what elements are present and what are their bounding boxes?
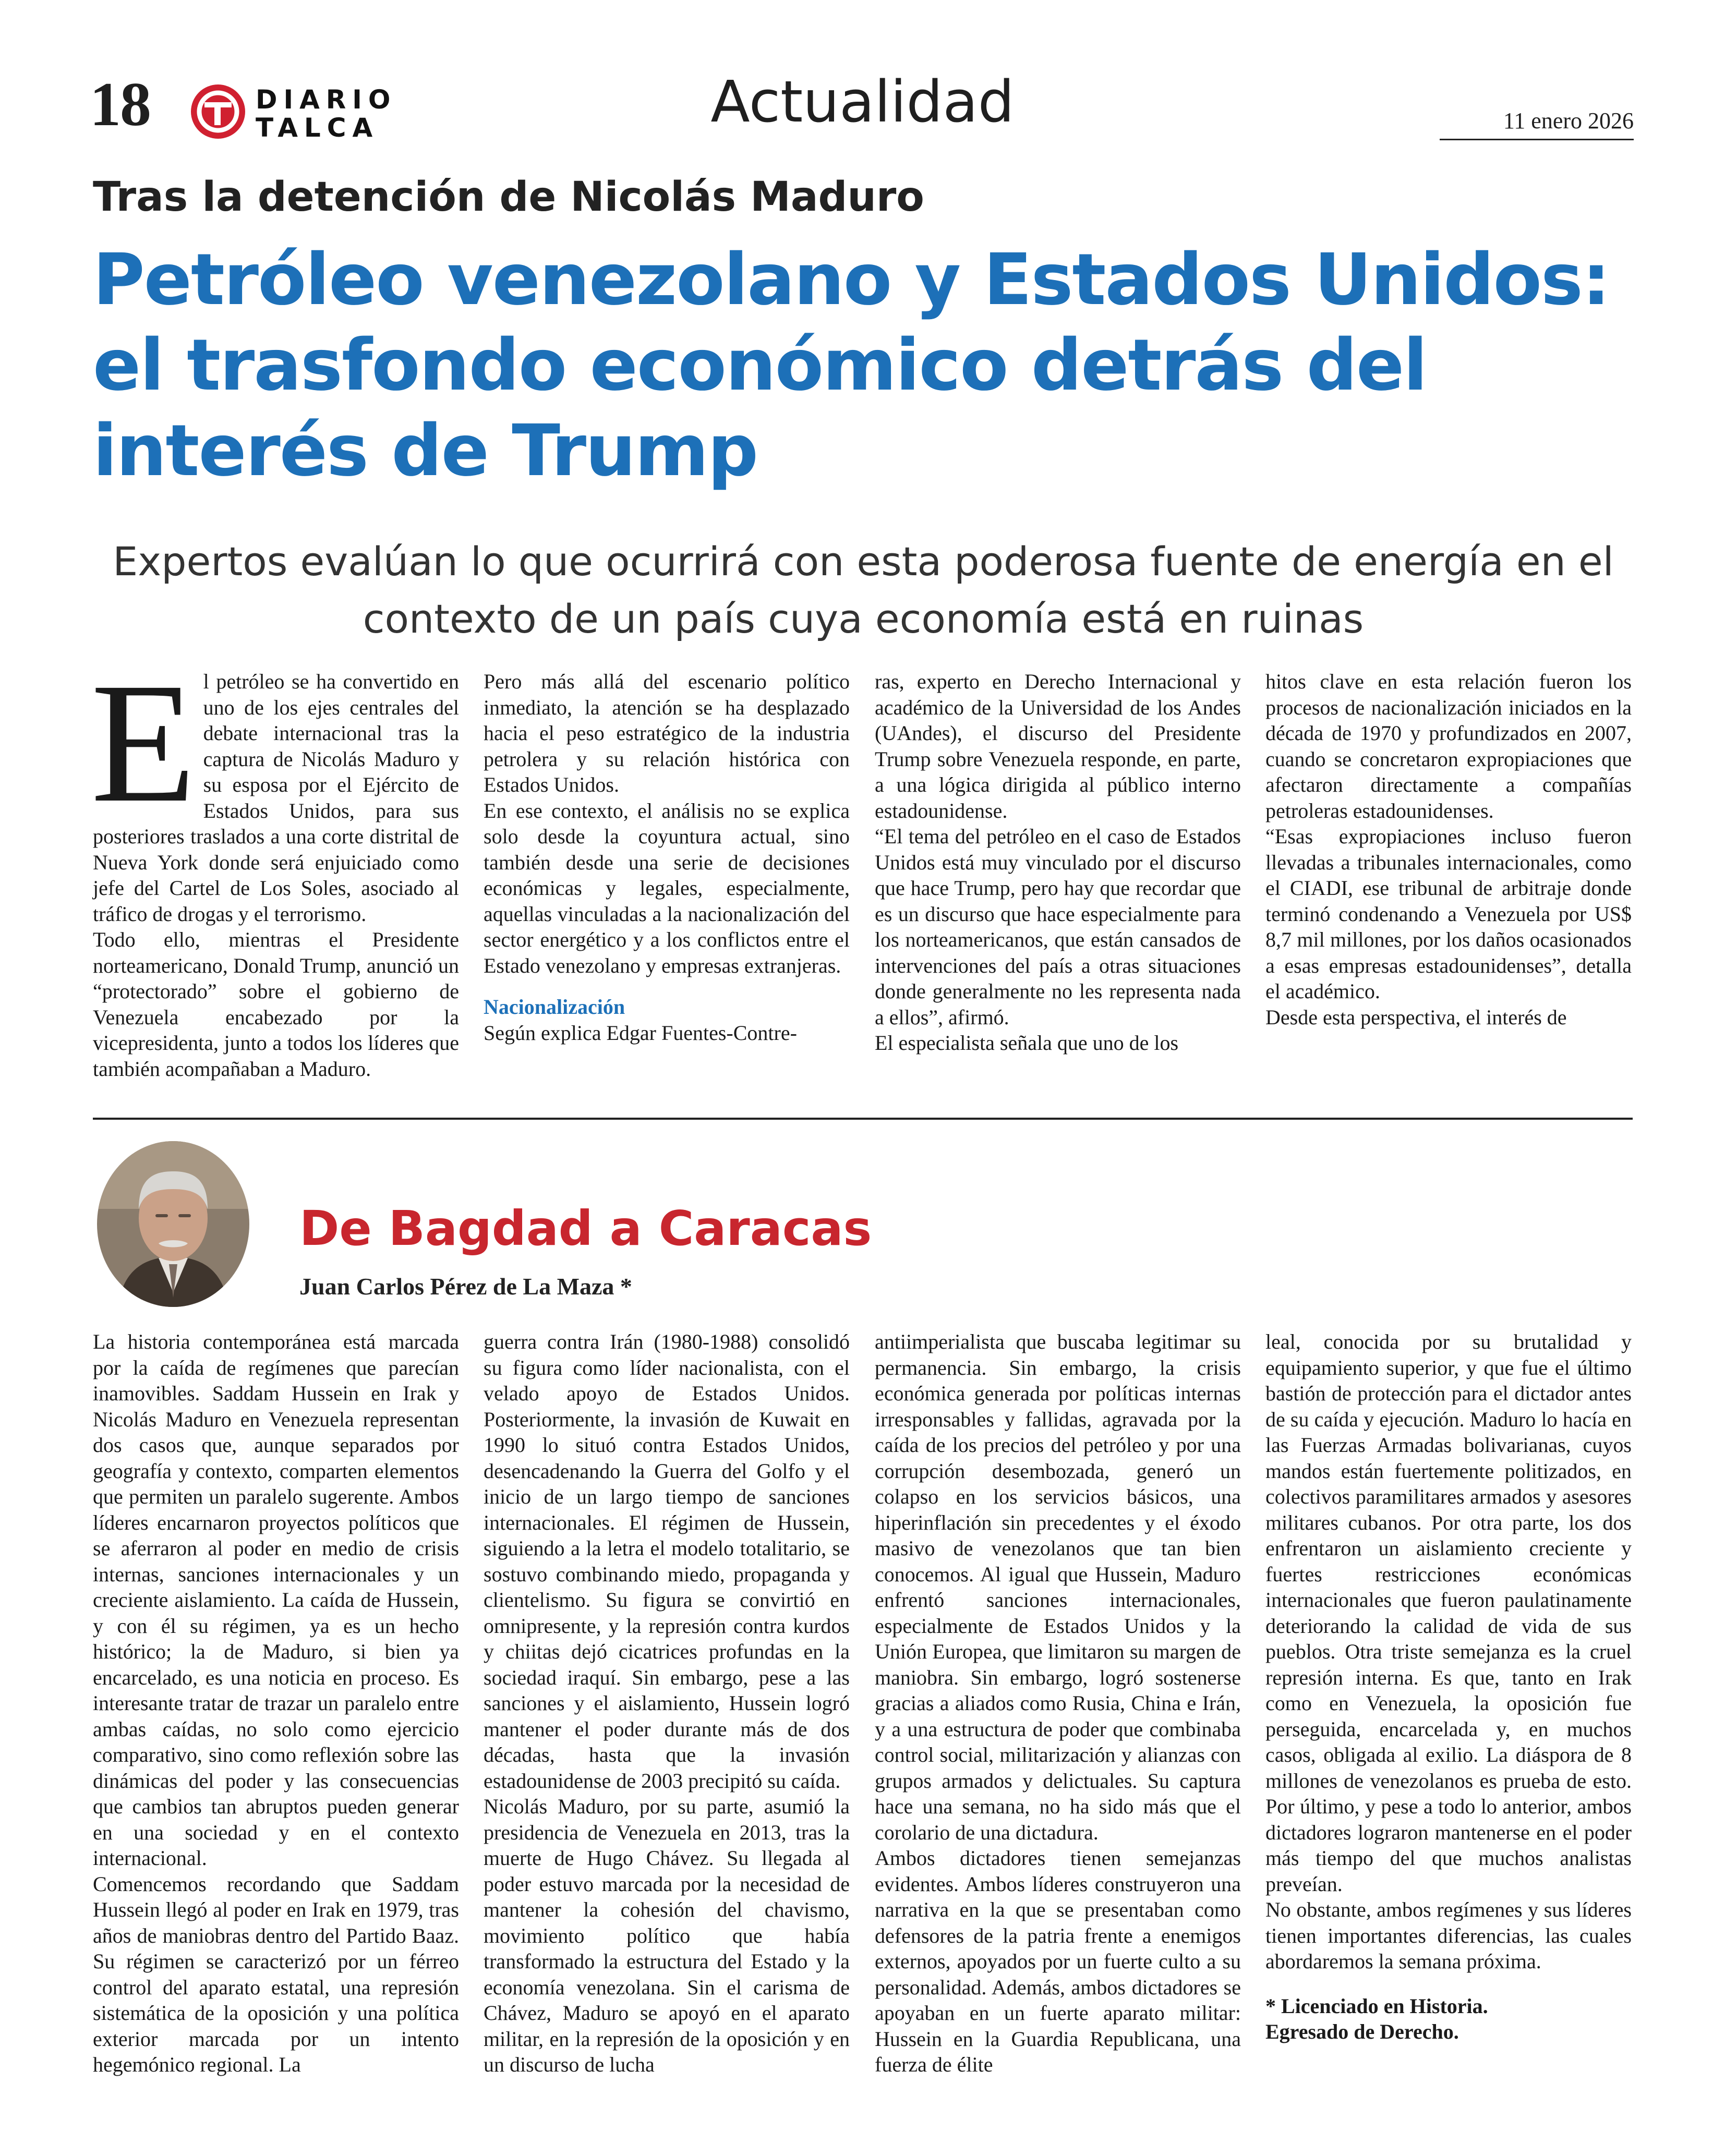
author-note-line1: * Licenciado en Historia. — [1265, 1994, 1488, 2018]
opinion-paragraph: No obstante, ambos regímenes y sus líderes tienen importantes diferencias, las cuales abordaremos la semana próxima. — [1265, 1898, 1632, 1973]
drop-cap: E — [91, 648, 196, 838]
article-paragraph: Según explica Edgar Fuentes-Contre- — [484, 1021, 797, 1045]
opinion-column-4 — [1265, 1329, 1632, 2045]
article-paragraph: Pero más allá del escenario político inmediato, la atención se ha desplazado hacia el peso estratégico de la industria petrolera y su relación histórica con Estados Unidos. — [484, 670, 850, 796]
issue-date: 11 enero 2026 — [1503, 108, 1634, 134]
article-paragraph: hitos clave en esta relación fueron los procesos de nacionalización iniciados en la década de 1970 y profundizados en 2007, cuando se concretaron expropiaciones que afectaron directamente a compañías petroleras estadounidenses. — [1265, 670, 1632, 822]
opinion-byline: Juan Carlos Pérez de La Maza * — [299, 1273, 632, 1300]
date-underline — [1440, 139, 1634, 140]
article-paragraph: “Esas expropiaciones incluso fueron llevadas a tribunales internacionales, como el CIADI, ese tribunal de arbitraje donde terminó condenando a Venezuela por US$ 8,7 mil millones, por los daños ocasionados a esas empresas estadounidenses”, detalla el académico. — [1265, 825, 1632, 1003]
opinion-paragraph: Nicolás Maduro, por su parte, asumió la presidencia de Venezuela en 2013, tras la muerte de Hugo Chávez. Su llegada al poder estuvo marcada por la necesidad de mantener la cohesión del chavismo, movimiento político que había transformado la estructura del Estado y la economía venezolana. Sin el carisma de Chávez, Maduro se apoyó en el aparato militar, en la represión de la oposición y en un discurso de lucha — [484, 1795, 850, 2076]
article-paragraph: El especialista señala que uno de los — [875, 1031, 1179, 1055]
opinion-column-2 — [484, 1329, 850, 2078]
author-portrait-icon — [97, 1141, 249, 1307]
opinion-paragraph: guerra contra Irán (1980-1988) consolidó su figura como líder nacionalista, con el velado apoyo de Estados Unidos. Posteriormente, la invasión de Kuwait en 1990 lo situó contra Estados Unidos, desencadenando la Guerra del Golfo y el inicio de un largo tiempo de sanciones internacionales. El régimen de Hussein, siguiendo a la letra el modelo totalitario, se sostuvo combinando miedo, propaganda y clientelismo. Su figura se convirtió en omnipresente, y la represión contra kurdos y chiitas dejó cicatrices profundas en la sociedad iraquí. Sin embargo, pese a las sanciones y el aislamiento, Hussein logró mantener el poder durante más de dos décadas, hasta que la invasión estadounidense de 2003 precipitó su caída. — [484, 1330, 850, 1792]
author-note-line2: Egresado de Derecho. — [1265, 2020, 1459, 2043]
opinion-column-3 — [875, 1329, 1241, 2078]
article-paragraph-text: l petróleo se ha convertido en uno de los ejes centrales del debate internacional tras la captura de Nicolás Maduro y su esposa por el Ejército de Estados Unidos, para sus posteriores traslados a una corte distrital de Nueva York donde será enjuiciado como jefe del Cartel de Los Soles, asociado al tráfico de drogas y el terrorismo. — [93, 670, 459, 926]
article-paragraph — [91, 648, 459, 927]
article-headline: Petróleo venezolano y Estados Unidos: el trasfondo económico detrás del interés de Trump — [93, 239, 1610, 492]
brand-name-line2: TALCA — [256, 113, 379, 143]
article-kicker: Tras la detención de Nicolás Maduro — [93, 174, 924, 221]
brand-name-line1: DIARIO — [256, 84, 397, 115]
opinion-title: De Bagdad a Caracas — [299, 1201, 872, 1256]
article-paragraph: Todo ello, mientras el Presidente norteamericano, Donald Trump, anunció un “protectorado” sobre el gobierno de Venezuela encabezado por la vicepresidenta, junto a todos los líderes que también acompañaban a Maduro. — [93, 928, 459, 1081]
section-title: Actualidad — [710, 68, 1015, 135]
opinion-paragraph: Comencemos recordando que Saddam Hussein llegó al poder en Irak en 1979, tras años de maniobras dentro del Partido Baaz. Su régimen se caracterizó por un férreo control del aparato estatal, una represión sistemática de la oposición y una política exterior marcada por un intento hegemónico regional. La — [93, 1872, 459, 2076]
article-subhead: Expertos evalúan lo que ocurrirá con esta poderosa fuente de energía en el contexto de un país cuya economía está en ruinas — [113, 538, 1614, 642]
article-column-2 — [484, 669, 850, 1046]
article-paragraph: En ese contexto, el análisis no se explica solo desde la coyuntura actual, sino también desde una serie de decisiones económicas y legales, especialmente, aquellas vinculadas a la nacionalización del sector energético y a los conflictos entre el Estado venezolano y empresas extranjeras. — [484, 798, 850, 977]
article-column-4 — [1265, 669, 1632, 1030]
article-paragraph: “El tema del petróleo en el caso de Estados Unidos está muy vinculado por el discurso que hace Trump, pero hay que recordar que es un discurso que hace especialmente para los norteamericanos, que están cansados de intervenciones del país a otras situaciones donde generalmente no les representa nada a ellos”, afirmó. — [875, 825, 1241, 1029]
opinion-column-1 — [93, 1329, 459, 2078]
opinion-paragraph: antiimperialista que buscaba legitimar su permanencia. Sin embargo, la crisis económica generada por políticas internas irresponsables y fallidas, agravada por la caída de los precios del petróleo y por una corrupción desembozada, generó un colapso en los servicios básicos, una hiperinflación sin precedentes y el éxodo masivo de venezolanos que tan bien conocemos. Al igual que Hussein, Maduro enfrentó sanciones internacionales, especialmente de Estados Unidos y la Unión Europea, que limitaron su margen de maniobra. Sin embargo, logró sostenerse gracias a aliados como Rusia, China e Irán, y a una estructura de poder que combinaba control social, militarización y alianzas con grupos armados y delictuales. Su captura hace una semana, no ha sido más que el corolario de una dictadura. — [875, 1330, 1241, 1844]
opinion-paragraph: La historia contemporánea está marcada por la caída de regímenes que parecían inamovibles. Saddam Hussein en Irak y Nicolás Maduro en Venezuela representan dos casos que, aunque separados por geografía y contexto, comparten elementos que permiten un paralelo sugerente. Ambos líderes encarnaron proyectos políticos que se aferraron al poder en medio de crisis internas, sanciones internacionales y un creciente aislamiento. La caída de Hussein, y con él su régimen, ya es un hecho histórico; la de Maduro, si bien ya encarcelado, es una noticia en proceso. Es interesante tratar de trazar un paralelo entre ambas caídas, no solo como ejercicio comparativo, sino como reflexión sobre las dinámicas del poder y las consecuencias que cambios tan abruptos pueden generar en una sociedad y en el contexto internacional. — [93, 1330, 459, 1870]
page-number: 18 — [90, 69, 150, 139]
opinion-paragraph: Ambos dictadores tienen semejanzas evidentes. Ambos líderes construyeron una narrativa en la que se presentaban como defensores de la patria frente a enemigos externos, apoyados por un fuerte culto a su personalidad. Además, ambos dictadores se apoyaban en un fuerte aparato militar: Hussein en la Guardia Republicana, una fuerza de élite — [875, 1846, 1241, 2076]
article-subtitle: Nacionalización — [484, 995, 625, 1019]
article-paragraph: Desde esta perspectiva, el interés de — [1265, 1005, 1567, 1029]
section-divider — [93, 1118, 1633, 1120]
article-column-1 — [91, 648, 459, 1082]
author-note — [1265, 1993, 1632, 2045]
article-paragraph: ras, experto en Derecho Internacional y académico de la Universidad de los Andes (UAndes), el discurso del Presidente Trump sobre Venezuela responde, en parte, a una lógica dirigida al público interno estadounidense. — [875, 670, 1241, 822]
article-column-3 — [875, 669, 1241, 1056]
author-photo — [97, 1141, 249, 1307]
opinion-paragraph: leal, conocida por su brutalidad y equipamiento superior, y que fue el último bastión de protección para el dictador antes de su caída y ejecución. Maduro lo hacía en las Fuerzas Armadas bolivarianas, cuyos mandos están fuertemente politizados, en colectivos paramilitares armados y asesores militares cubanos. Por otra parte, los dos enfrentaron un aislamiento creciente y fuertes restricciones económicas internacionales que fueron paulatinamente deteriorando la calidad de vida de sus pueblos. Otra triste semejanza es la cruel represión interna. Es que, tanto en Irak como en Venezuela, la oposición fue perseguida, encarcelada y, en muchos casos, obligada al exilio. La diáspora de 8 millones de venezolanos es prueba de esto. Por último, y pese a todo lo anterior, ambos dictadores lograron mantenerse en el poder más tiempo del que muchos analistas preveían. — [1265, 1330, 1632, 1896]
